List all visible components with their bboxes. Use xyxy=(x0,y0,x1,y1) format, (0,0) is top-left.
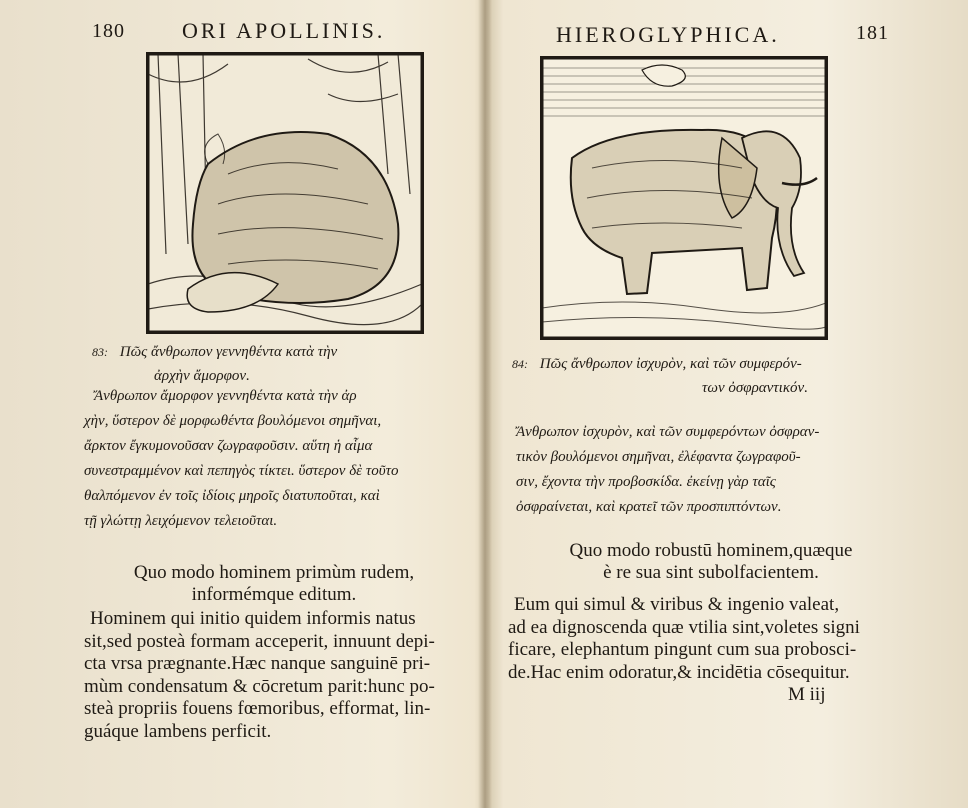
right-latin-line: de.Hac enim odoratur,& incidētia cōsequitur. xyxy=(508,661,850,683)
elephant-woodcut xyxy=(540,56,828,340)
right-latin-title-line: è re sua sint subolfacientem. xyxy=(603,562,819,583)
right-greek-caption xyxy=(512,352,808,400)
left-greek-line: χὴν, ὕστερον δὲ μορφωθέντα βουλόμενοι σημῆναι, xyxy=(84,413,382,429)
left-caption-number: 83: xyxy=(92,345,108,359)
right-running-head: HIEROGLYPHICA. xyxy=(556,22,780,47)
left-latin-title-line: informémque editum. xyxy=(191,584,357,605)
left-greek-line: ἄρκτον ἔγκυμονοῦσαν ζωγραφοῦσιν. αὕτη ἡ αἷμα xyxy=(84,438,373,454)
left-latin-line: cta vrsa prægnante.Hæc nanque sanguinē pri- xyxy=(84,653,431,674)
right-caption-line-1: Πῶς ἄνθρωπον ἰσχυρὸν, καὶ τῶν συμφερόν- xyxy=(539,356,802,372)
left-running-head: ORI APOLLINIS. xyxy=(182,18,386,43)
right-greek-line: σιν, ἔχοντα τὴν προβοσκίδα. ἐκείνῃ γὰρ ταῖς xyxy=(516,474,776,490)
right-caption-number: 84: xyxy=(512,357,528,371)
left-greek-line: Ἄνθρωπον ἄμορφον γεννηθέντα κατὰ τὴν ἀρ xyxy=(94,388,357,404)
bear-woodcut xyxy=(146,52,424,334)
right-greek-line: τικὸν βουλόμενοι σημῆναι, ἐλέφαντα ζωγραφοῦ- xyxy=(516,449,801,465)
left-greek-line: συνεστραμμένον καὶ πεπηγὸς τίκτει. ὕστερον δὲ τοῦτο xyxy=(84,463,399,479)
left-latin-line: sit,sed posteà formam acceperit, innuunt depi- xyxy=(84,630,435,652)
right-greek-line: Ἄνθρωπον ἰσχυρὸν, καὶ τῶν συμφερόντων ὀσφραν- xyxy=(516,424,820,440)
left-latin-title-line: Quo modo hominem primùm rudem, xyxy=(133,562,415,583)
right-caption-line-2: των ὀσφραντικόν. xyxy=(702,380,808,396)
right-latin-line: ficare, elephantum pingunt cum sua probosci- xyxy=(508,639,857,660)
left-greek-line: θαλπόμενον ἐν τοῖς ἰδίοις μηροῖς διατυποῦται, καὶ xyxy=(84,488,380,504)
right-page xyxy=(486,0,968,808)
left-latin-body xyxy=(84,608,435,743)
right-latin-body xyxy=(508,594,860,684)
signature-mark: M iij xyxy=(788,684,826,705)
left-latin-title xyxy=(84,562,464,606)
left-greek-line: τῇ γλώττῃ λειχόμενον τελειοῦται. xyxy=(84,513,278,529)
left-greek-body xyxy=(84,384,398,534)
elephant-woodcut-image xyxy=(542,58,826,338)
left-greek-caption xyxy=(92,340,337,388)
left-latin-line: guáque lambens perficit. xyxy=(84,720,272,742)
right-page-number: 181 xyxy=(856,22,889,44)
bear-woodcut-image xyxy=(148,54,422,332)
left-page-number: 180 xyxy=(92,20,125,42)
left-latin-line: mùm condensatum & cōcretum parit:hunc po- xyxy=(84,675,435,697)
left-latin-line: Hominem qui initio quidem informis natus xyxy=(90,608,416,629)
right-latin-title xyxy=(506,540,916,584)
left-caption-line-1: Πῶς ἄνθρωπον γεννηθέντα κατὰ τὴν xyxy=(119,344,338,360)
right-latin-line: Eum qui simul & viribus & ingenio valeat, xyxy=(514,594,840,615)
left-caption-line-2: ἀρχὴν ἄμορφον. xyxy=(154,368,250,384)
left-latin-line: steà propriis fouens fœmoribus, efformat, lin- xyxy=(84,698,431,719)
right-latin-title-line: Quo modo robustū hominem,quæque xyxy=(569,540,853,561)
right-latin-line: ad ea dignoscenda quæ vtilia sint,voletes signi xyxy=(508,616,860,638)
right-greek-body xyxy=(516,420,819,520)
right-greek-line: ὀσφραίνεται, καὶ κρατεῖ τῶν προσπιπτόντων. xyxy=(516,499,782,515)
